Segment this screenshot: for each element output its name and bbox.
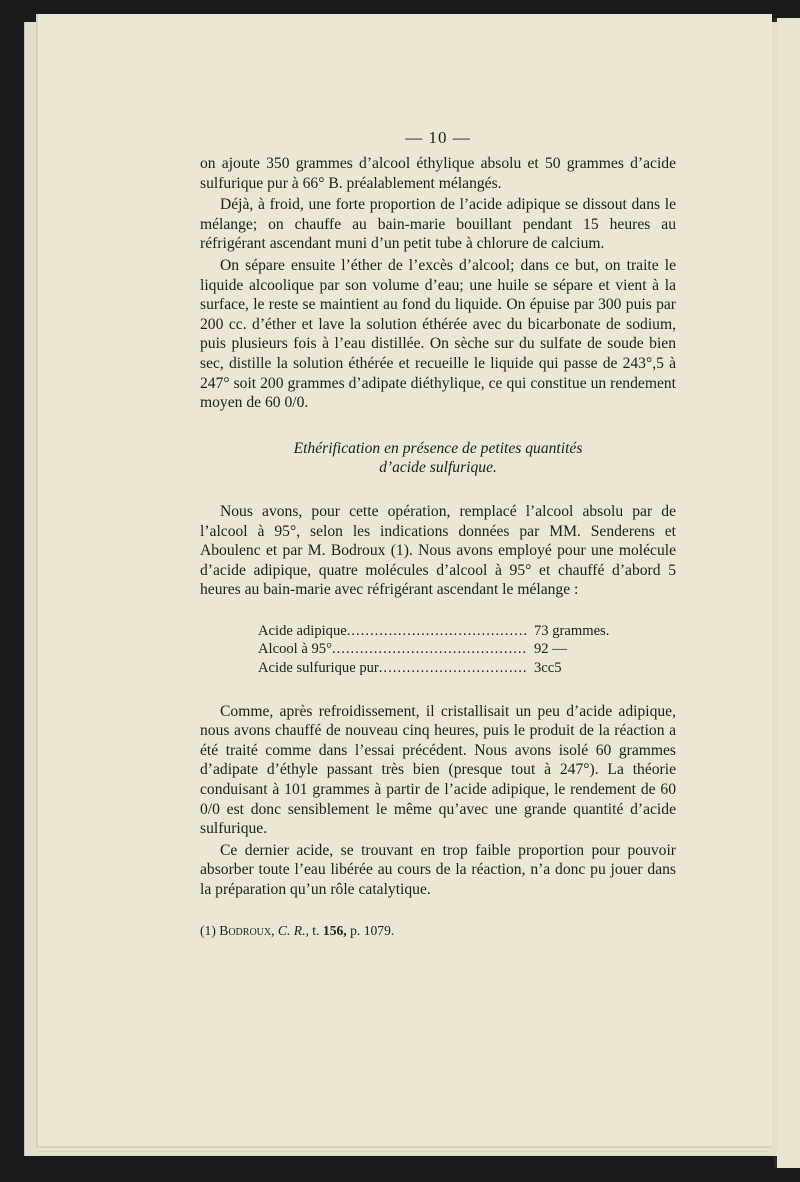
reagent-row [258,622,630,641]
footnote-volume: 156, [322,922,347,938]
reagent-quantity: 73 grammes. [534,622,610,639]
leader-dots [347,622,528,641]
leader-dots [332,640,528,659]
reagent-table [258,622,630,678]
reagent-row [258,640,630,659]
reagent-name: Alcool à 95° [258,641,332,658]
spacer [200,678,676,700]
reagent-name: Acide adipique [258,622,347,639]
footnote [200,922,676,940]
page-text [200,128,676,940]
reagent-row [258,659,630,678]
section-heading-line1: Ethérification en présence de petites quantités [293,439,583,457]
paragraph-method: Nous avons, pour cette opération, remplacé l’alcool absolu par de l’alcool à 95°, selon les indications données par MM. Senderens et Aboulenc et par M. Bodroux (1). Nous avons employé pour une molécule d’acide adipique, quatre molécules d’alcool à 95° et chauffé d’abord 5 heures au bain-marie avec réfrigérant ascendant le mélange : [200,502,676,599]
spacer [200,600,676,622]
footnote-marker: (1) [200,922,216,938]
reagent-name: Acide sulfurique pur [258,660,379,677]
footnote-volume-prefix: t. [312,922,320,938]
section-heading [200,439,676,478]
leader-dots [379,659,528,678]
paragraph-conclusion: Ce dernier acide, se trouvant en trop faible proportion pour pouvoir absorber toute l’eau libérée au cours de la réaction, n’a donc pu jouer dans la préparation qu’un rôle catalytique. [200,841,676,898]
footnote-author: Bodroux, [219,922,275,938]
paragraph-continuation: on ajoute 350 grammes d’alcool éthylique absolu et 50 grammes d’acide sulfurique pur à 66° B. préalablement mélangés. [200,155,676,192]
paragraph-results: Comme, après refroidissement, il cristallisait un peu d’acide adipique, nous avons chauffé de nouveau cinq heures, puis le produit de la réaction a été traité comme dans l’essai précédent. Nous avons isolé 60 grammes d’adipate d’éthyle passant très bien (presque tout à 247°). La théorie conduisant à 101 grammes à partir de l’acide adipique, le rendement de 60 0/0 est donc sensiblement le même qu’avec une grande quantité d’acide sulfurique. [200,702,676,838]
reagent-quantity: 92 — [534,641,567,658]
facing-page-edge [774,18,800,1168]
footnote-page: p. 1079. [350,922,395,938]
paragraph-separation: On sépare ensuite l’éther de l’excès d’alcool; dans ce but, on traite le liquide alcoolique par son volume d’eau; une huile se sépare et vient à la surface, le reste se maintient au fond du liquide. On épuise par 300 puis par 200 cc. d’éther et lave la solution éthérée avec du bicarbonate de sodium, puis plusieurs fois à l’eau distillée. On sèche sur du sulfate de soude bien sec, distille la solution éthérée et recueille le liquide qui passe de 243°,5 à 247° soit 200 grammes d’adipate diéthylique, ce qui constitue un rendement moyen de 60 0/0. [200,256,676,412]
reagent-quantity: 3cc5 [534,660,562,677]
footnote-journal: C. R., [277,922,309,938]
paragraph-dissolution: Déjà, à froid, une forte proportion de l’acide adipique se dissout dans le mélange; on chauffe au bain-marie bouillant pendant 15 heures au réfrigérant ascendant muni d’un petit tube à chlorure de calcium. [200,196,676,253]
section-heading-line2: d’acide sulfurique. [379,459,497,477]
page-number: — 10 — [405,128,471,147]
